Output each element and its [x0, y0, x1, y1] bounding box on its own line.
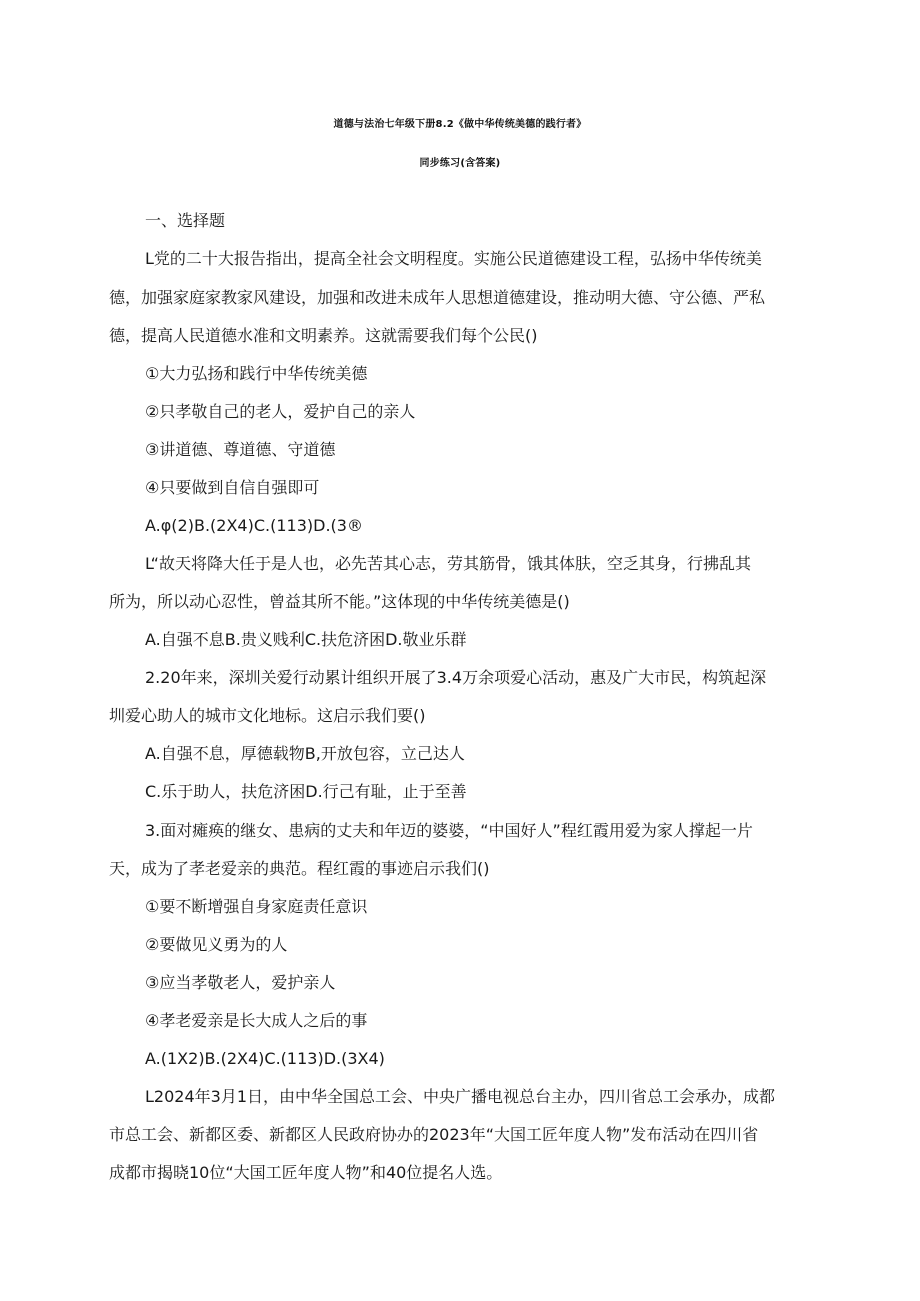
question-1-option-3: ③讲道德、尊道德、守道德: [145, 440, 336, 459]
question-1-option-1: ①大力弘扬和践行中华传统美德: [145, 364, 368, 383]
question-4-option-4: ④孝老爱亲是长大成人之后的事: [145, 1011, 368, 1030]
question-5-line-1: L2024年3月1日，由中华全国总工会、中央广播电视总台主办，四川省总工会承办，成都: [145, 1087, 775, 1106]
question-3-line-1: 2.20年来，深圳关爱行动累计组织开展了3.4万余项爱心活动，惠及广大市民，构筑起深: [145, 668, 767, 687]
question-2-answers: A.自强不息B.贵义贱利C.扶危济困D.敬业乐群: [145, 630, 467, 649]
question-4-option-2: ②要做见义勇为的人: [145, 935, 288, 954]
question-3-answers-2: C.乐于助人，扶危济困D.行己有耻，止于至善: [145, 782, 467, 801]
question-4-option-1: ①要不断增强自身家庭责任意识: [145, 897, 368, 916]
question-4-line-1: 3.面对瘫痪的继女、患病的丈夫和年迈的婆婆，“中国好人”程红霞用爱为家人撑起一片: [145, 821, 753, 840]
document-title-line-2: 同步练习(含答案): [419, 158, 501, 169]
question-1-line-3: 德，提高人民道德水准和文明素养。这就需要我们每个公民(): [109, 326, 538, 345]
question-5-line-3: 成都市揭晓10位“大国工匠年度人物”和40位提名人选。: [109, 1163, 503, 1182]
question-1-line-2: 德，加强家庭家教家风建设，加强和改进未成年人思想道德建设，推动明大德、守公德、严私: [109, 288, 766, 307]
question-4-option-3: ③应当孝敬老人，爱护亲人: [145, 973, 336, 992]
question-5-line-2: 市总工会、新都区委、新都区人民政府协办的2023年“大国工匠年度人物”发布活动在四川省: [109, 1125, 759, 1144]
document-title-line-1: 道德与法治七年级下册8.2《做中华传统美德的践行者》: [333, 119, 587, 130]
question-2-line-2: 所为，所以动心忍性，曾益其所不能。”这体现的中华传统美德是(): [109, 592, 570, 611]
question-2-line-1: L“故天将降大任于是人也，必先苦其心志，劳其筋骨，饿其体肤，空乏其身，行拂乱其: [145, 554, 751, 573]
question-3-answers-1: A.自强不息，厚德载物B,开放包容，立己达人: [145, 744, 465, 763]
question-4-answers: A.(1X2)B.(2X4)C.(113)D.(3X4): [145, 1049, 385, 1068]
question-4-line-2: 天，成为了孝老爱亲的典范。程红霞的事迹启示我们(): [109, 859, 490, 878]
question-1-answers: A.φ(2)B.(2X4)C.(113)D.(3®: [145, 516, 363, 535]
question-1-option-4: ④只要做到自信自强即可: [145, 478, 320, 497]
question-1-option-2: ②只孝敬自己的老人，爱护自己的亲人: [145, 402, 416, 421]
question-3-line-2: 圳爱心助人的城市文化地标。这启示我们要(): [109, 706, 426, 725]
question-1-line-1: L党的二十大报告指出，提高全社会文明程度。实施公民道德建设工程，弘扬中华传统美: [145, 249, 762, 268]
section-heading: 一、选择题: [145, 211, 226, 230]
